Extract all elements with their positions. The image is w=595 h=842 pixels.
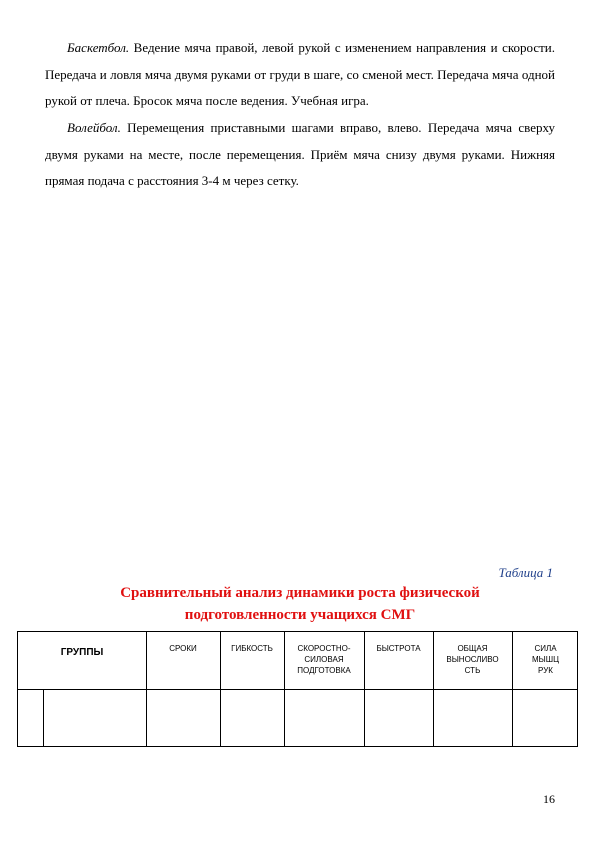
volleyball-paragraph	[45, 115, 555, 195]
table-number-label: Таблица 1	[498, 565, 553, 580]
header-arm-strength-line3: РУК	[538, 666, 553, 675]
header-arm-strength	[512, 632, 579, 689]
header-endurance-line3: СТЬ	[464, 666, 481, 675]
basketball-text: Ведение мяча правой, левой рукой с изменением направления и скорости. Передача и ловля мяча двумя руками от груди в шаге, со сменой мест. Передача мяча одной рукой от плеча. Бросок мяча после ведения. Учебная игра.	[45, 40, 555, 108]
basketball-title: Баскетбол.	[67, 40, 130, 55]
header-speed-strength-line2: СИЛОВАЯ	[304, 655, 344, 664]
header-speed-strength-line1: СКОРОСТНО-	[297, 644, 351, 653]
table-title: Сравнительный анализ динамики роста физической подготовленности учащихся СМГ	[120, 585, 480, 623]
header-endurance-line1: ОБЩАЯ	[457, 644, 488, 653]
header-flexibility: ГИБКОСТЬ	[231, 644, 273, 653]
group-subcolumn-divider	[43, 689, 44, 746]
header-speed: БЫСТРОТА	[376, 644, 421, 653]
header-endurance-line2: ВЫНОСЛИВО	[446, 655, 499, 664]
header-arm-strength-line2: МЫШЦ	[532, 655, 559, 664]
header-terms: СРОКИ	[169, 644, 197, 653]
page-number: 16	[543, 792, 555, 806]
volleyball-text: Перемещения приставными шагами вправо, влево. Передача мяча сверху двумя руками на месте, после перемещения. Приём мяча снизу двумя руками. Нижняя прямая подача с расстояния 3-4 м через сетку.	[45, 120, 555, 188]
header-row-divider	[18, 689, 577, 690]
header-speed-strength	[284, 632, 364, 689]
comparison-table	[17, 631, 578, 747]
header-arm-strength-line1: СИЛА	[534, 644, 557, 653]
basketball-paragraph	[45, 35, 555, 115]
header-groups: ГРУППЫ	[60, 647, 104, 658]
header-endurance	[433, 632, 512, 689]
header-speed-strength-line3: ПОДГОТОВКА	[297, 666, 351, 675]
volleyball-title: Волейбол.	[67, 120, 121, 135]
